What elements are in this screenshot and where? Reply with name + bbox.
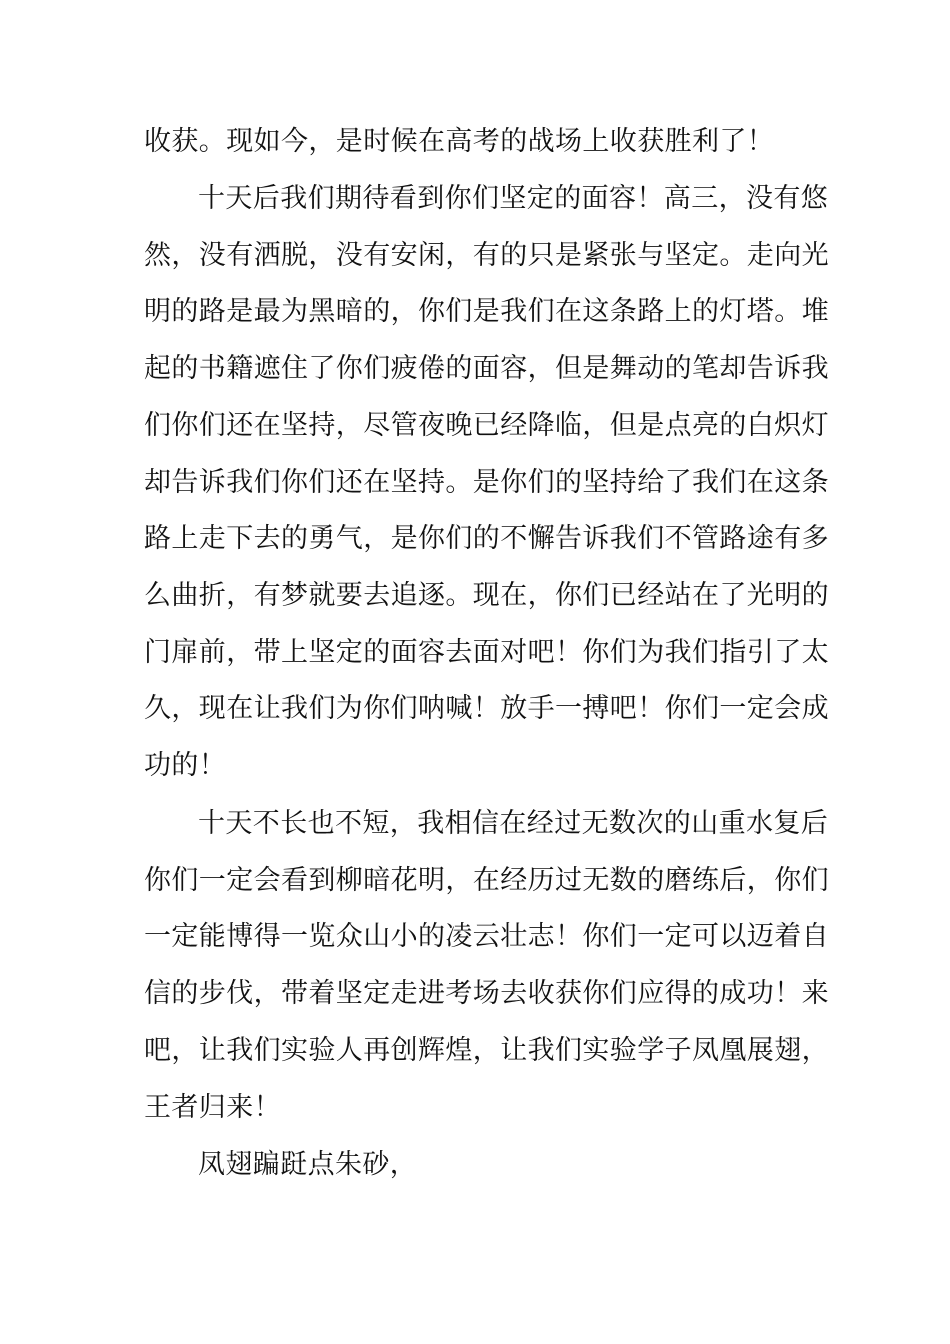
- paragraph-line: 信的步伐，带着坚定走进考场去收获你们应得的成功！来: [144, 978, 829, 1010]
- paragraph-line: 然，没有洒脱，没有安闲，有的只是紧张与坚定。走向光: [144, 239, 829, 271]
- paragraph-line: 功的！: [144, 750, 227, 782]
- paragraph-1: [144, 114, 806, 171]
- paragraph-line: 们你们还在坚持，尽管夜晚已经降临，但是点亮的白炽灯: [144, 409, 829, 441]
- paragraph-line: 王者归来！: [144, 1091, 281, 1123]
- paragraph-line: 凤翅蹁跹点朱砂，: [198, 1149, 418, 1180]
- paragraph-line: 久，现在让我们为你们呐喊！放手一搏吧！你们一定会成: [144, 693, 829, 725]
- paragraph-line: 十天不长也不短，我相信在经过无数次的山重水复后: [198, 808, 829, 839]
- paragraph-line: 起的书籍遮住了你们疲倦的面容，但是舞动的笔却告诉我: [144, 353, 829, 385]
- paragraph-line: 收获。现如今，是时候在高考的战场上收获胜利了！: [144, 126, 775, 157]
- paragraph-line: 路上走下去的勇气，是你们的不懈告诉我们不管路途有多: [144, 523, 829, 555]
- paragraph-line: 明的路是最为黑暗的，你们是我们在这条路上的灯塔。堆: [144, 296, 829, 328]
- paragraph-line: 却告诉我们你们还在坚持。是你们的坚持给了我们在这条: [144, 466, 829, 498]
- paragraph-3: [144, 796, 829, 1136]
- paragraph-4: [144, 1137, 806, 1194]
- paragraph-line: 门扉前，带上坚定的面容去面对吧！你们为我们指引了太: [144, 636, 829, 668]
- paragraph-line: 你们一定会看到柳暗花明，在经历过无数的磨练后，你们: [144, 864, 829, 896]
- paragraph-line: 吧，让我们实验人再创辉煌，让我们实验学子凤凰展翅，: [144, 1034, 829, 1066]
- paragraph-2: [144, 171, 829, 795]
- paragraph-line: 一定能博得一览众山小的凌云壮志！你们一定可以迈着自: [144, 921, 829, 953]
- paragraph-line: 十天后我们期待看到你们坚定的面容！高三，没有悠: [198, 183, 829, 214]
- paragraph-line: 么曲折，有梦就要去追逐。现在，你们已经站在了光明的: [144, 579, 829, 611]
